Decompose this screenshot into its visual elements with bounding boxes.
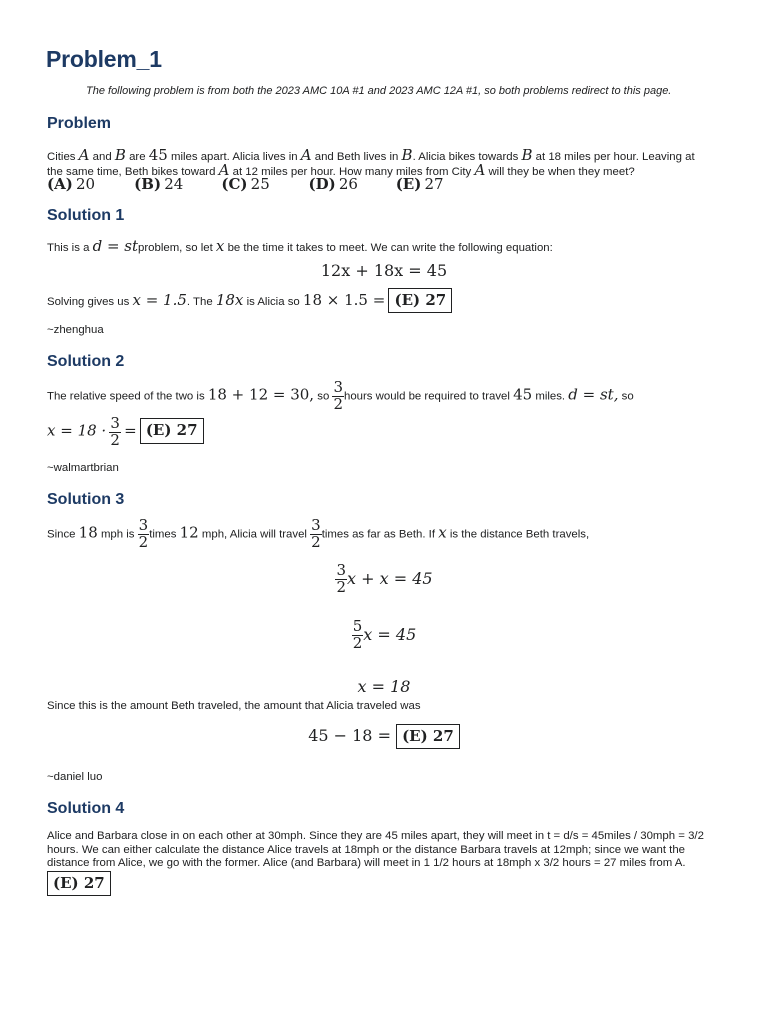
intro-note: The following problem is from both the 2023 AMC 10A #1 and 2023 AMC 12A #1, so both problems redirect to this page. [86, 85, 672, 97]
solution-3-answer-box: (E) 27 [396, 724, 460, 749]
solution-4-line3: distance from Alice, we go with the former. Alice (and Barbara) will meet in 1 1/2 hours at 18mph x 3/2 hours = 27 miles from A. [47, 857, 686, 869]
solution-1-answer-box: (E) 27 [388, 288, 452, 313]
fraction-three-halves: $\frac{3}{2}$ [336, 561, 346, 596]
fraction-three-halves: $\frac{3}{2}$ [333, 378, 343, 413]
choice-e: (E) 27 [395, 175, 444, 193]
solution-1-equation: 12x + 18x = 45 [320, 261, 448, 280]
problem-text-line1: Cities A and B are 45 miles apart. Alicia lives in A and Beth lives in B. Alicia bikes towards B at 18 miles per hour. Leaving at [47, 146, 695, 164]
solution-3-followup: Since this is the amount Beth traveled, the amount that Alicia traveled was [47, 700, 421, 712]
solution-2-text: The relative speed of the two is 18 + 12 = 30, so $\frac{3}{2}$ hours would be required to travel 45 miles. d = st, so [47, 378, 634, 413]
problem-heading: Problem [47, 115, 112, 132]
problem-text-line2: the same time, Beth bikes toward A at 12 miles per hour. How many miles from City A will they be when they meet? [47, 161, 635, 179]
solution-3-text: Since 18 mph is $\frac{3}{2}$ times 12 mph, Alicia will travel $\frac{3}{2}$ times as far as Beth. If x is the distance Beth travels, [47, 516, 590, 551]
solution-3-heading: Solution 3 [47, 491, 125, 508]
solution-1-text: This is a d = stproblem, so let x be the time it takes to meet. We can write the following equation: [47, 237, 553, 255]
solution-2-answer-box: (E) 27 [140, 418, 204, 443]
choice-c: (C) 25 [221, 175, 270, 193]
fraction-five-halves: $\frac{5}{2}$ [352, 617, 363, 652]
solution-2-heading: Solution 2 [47, 353, 125, 370]
solution-3-equation-1: $\frac{3}{2}$ x + x = 45 [336, 561, 433, 596]
solution-4-line1: Alice and Barbara close in on each other at 30mph. Since they are 45 miles apart, they will meet in t = d/s = 45miles / 30mph = 3/2 [47, 830, 704, 842]
choice-b: (B) 24 [134, 175, 184, 193]
solution-3-equation-3: x = 18 [357, 677, 411, 696]
fraction-three-halves: $\frac{3}{2}$ [138, 516, 149, 551]
choice-a: (A) 20 [47, 175, 96, 193]
answer-choices [47, 174, 480, 194]
solution-4-answer-box: (E) 27 [47, 871, 111, 896]
solution-4-result [47, 871, 111, 896]
solution-3-author: ~daniel luo [47, 771, 103, 783]
solution-3-result: 45 − 18 = (E) 27 [0, 724, 768, 749]
fraction-three-halves: $\frac{3}{2}$ [110, 414, 120, 449]
fraction-three-halves: $\frac{3}{2}$ [311, 516, 321, 551]
solution-4-line2: hours. We can either calculate the distance Alice travels at 18mph or the distance Barbara travels at 12mph; since we want the [47, 844, 686, 856]
solution-1-heading: Solution 1 [47, 207, 125, 224]
solution-1-result: Solving gives us x = 1.5. The 18x is Alicia so 18 × 1.5 = (E) 27 [47, 288, 452, 313]
solution-2-result: x = 18 · $\frac{3}{2}$ = (E) 27 [47, 416, 204, 449]
solution-2-author: ~walmartbrian [47, 462, 119, 474]
solution-4-heading: Solution 4 [47, 800, 125, 817]
page-title: Problem_1 [46, 46, 162, 72]
choice-d: (D) 26 [308, 175, 358, 193]
solution-3-equation-2: $\frac{5}{2}$ x = 45 [352, 617, 417, 652]
solution-1-author: ~zhenghua [47, 324, 104, 336]
